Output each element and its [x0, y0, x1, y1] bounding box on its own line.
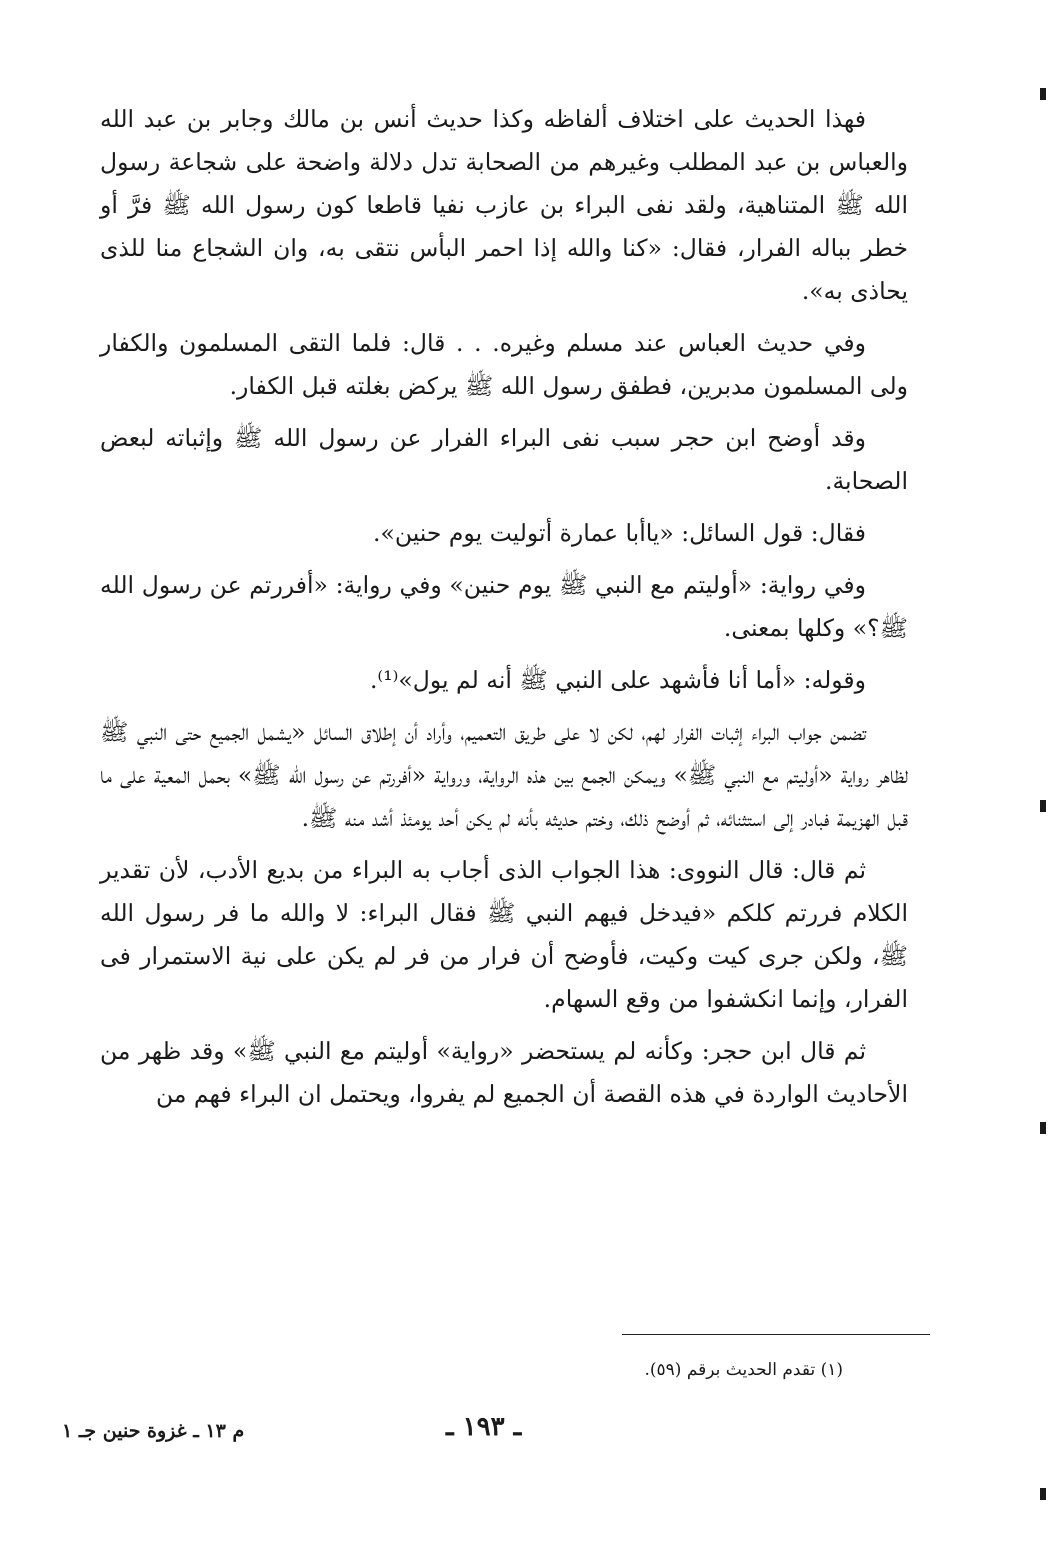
paragraph-1: فهذا الحديث على اختلاف ألفاظه وكذا حديث أنس بن مالك وجابر بن عبد الله والعباس بن عبد المطلب وغيرهم من الصحابة تدل دلالة واضحة على شجاعة رسول الله ﷺ المتناهية، ولقد نفى البراء بن عازب نفيا قاطعا كون رسول الله ﷺ فرَّ أو خطر بباله الفرار، فقال: «كنا والله إذا احمر البأس نتقى به، وان الشجاع منا للذى يحاذى به». [100, 105, 908, 305]
margin-mark-lower [1040, 1122, 1046, 1134]
paragraph-6: وقوله: «أما أنا فأشهد على النبي ﷺ أنه لم يول»⁽¹⁾. [369, 666, 866, 694]
paragraph-7: تضمن جواب البراء إثبات الفرار لهم، لكن لا على طريق التعميم، وأراد أن إطلاق السائل «يشمل الجميع حتى النبي ﷺ لظاهر رواية «أوليتم مع النبي ﷺ» ويمكن الجمع بين هذه الرواية، ورواية «أفررتم عن رسول الله ﷺ» بحمل المعية على ما قبل الهزيمة فبادر إلى استثنائه، ثم أوضح ذلك، وختم حديثه بأنه لم يكن أحد يومئذ أشد منه ﷺ. [100, 718, 908, 832]
paragraph-9: ثم قال ابن حجر: وكأنه لم يستحضر «رواية» أوليتم مع النبي ﷺ» وقد ظهر من الأحاديث الواردة في هذه القصة أن الجميع لم يفروا، ويحتمل ان البراء فهم من [100, 1037, 908, 1108]
signature-mark: م ١٣ ـ غزوة حنين جـ ١ [62, 1420, 245, 1442]
margin-mark-middle [1040, 800, 1046, 812]
paragraph-3: وقد أوضح ابن حجر سبب نفى البراء الفرار عن رسول الله ﷺ وإثباته لبعض الصحابة. [100, 424, 908, 495]
margin-mark-top [1040, 88, 1046, 100]
footnote: (١) تقدم الحديث برقم (٥٩). [644, 1360, 843, 1380]
page-number: ـ ١٩٣ ـ [446, 1412, 522, 1442]
paragraph-8: ثم قال: قال النووى: هذا الجواب الذى أجاب به البراء من بديع الأدب، لأن تقدير الكلام فررتم كلكم «فيدخل فيهم النبي ﷺ فقال البراء: لا والله ما فر رسول الله ﷺ، ولكن جرى كيت وكيت، فأوضح أن فرار من فر لم يكن على نية الاستمرار فى الفرار، وإنما انكشفوا من وقع السهام. [100, 856, 908, 1013]
margin-mark-bottom [1040, 1488, 1046, 1500]
page-body [100, 98, 908, 1125]
paragraph-4: فقال: قول السائل: «ياأبا عمارة أتوليت يوم حنين». [372, 519, 866, 547]
paragraph-2: وفي حديث العباس عند مسلم وغيره. . . قال: فلما التقى المسلمون والكفار ولى المسلمون مدبرين، فطفق رسول الله ﷺ يركض بغلته قبل الكفار. [100, 329, 908, 400]
footnote-divider [622, 1334, 930, 1335]
paragraph-5: وفي رواية: «أوليتم مع النبي ﷺ يوم حنين» وفي رواية: «أفررتم عن رسول الله ﷺ؟» وكلها بمعنى. [100, 571, 908, 642]
